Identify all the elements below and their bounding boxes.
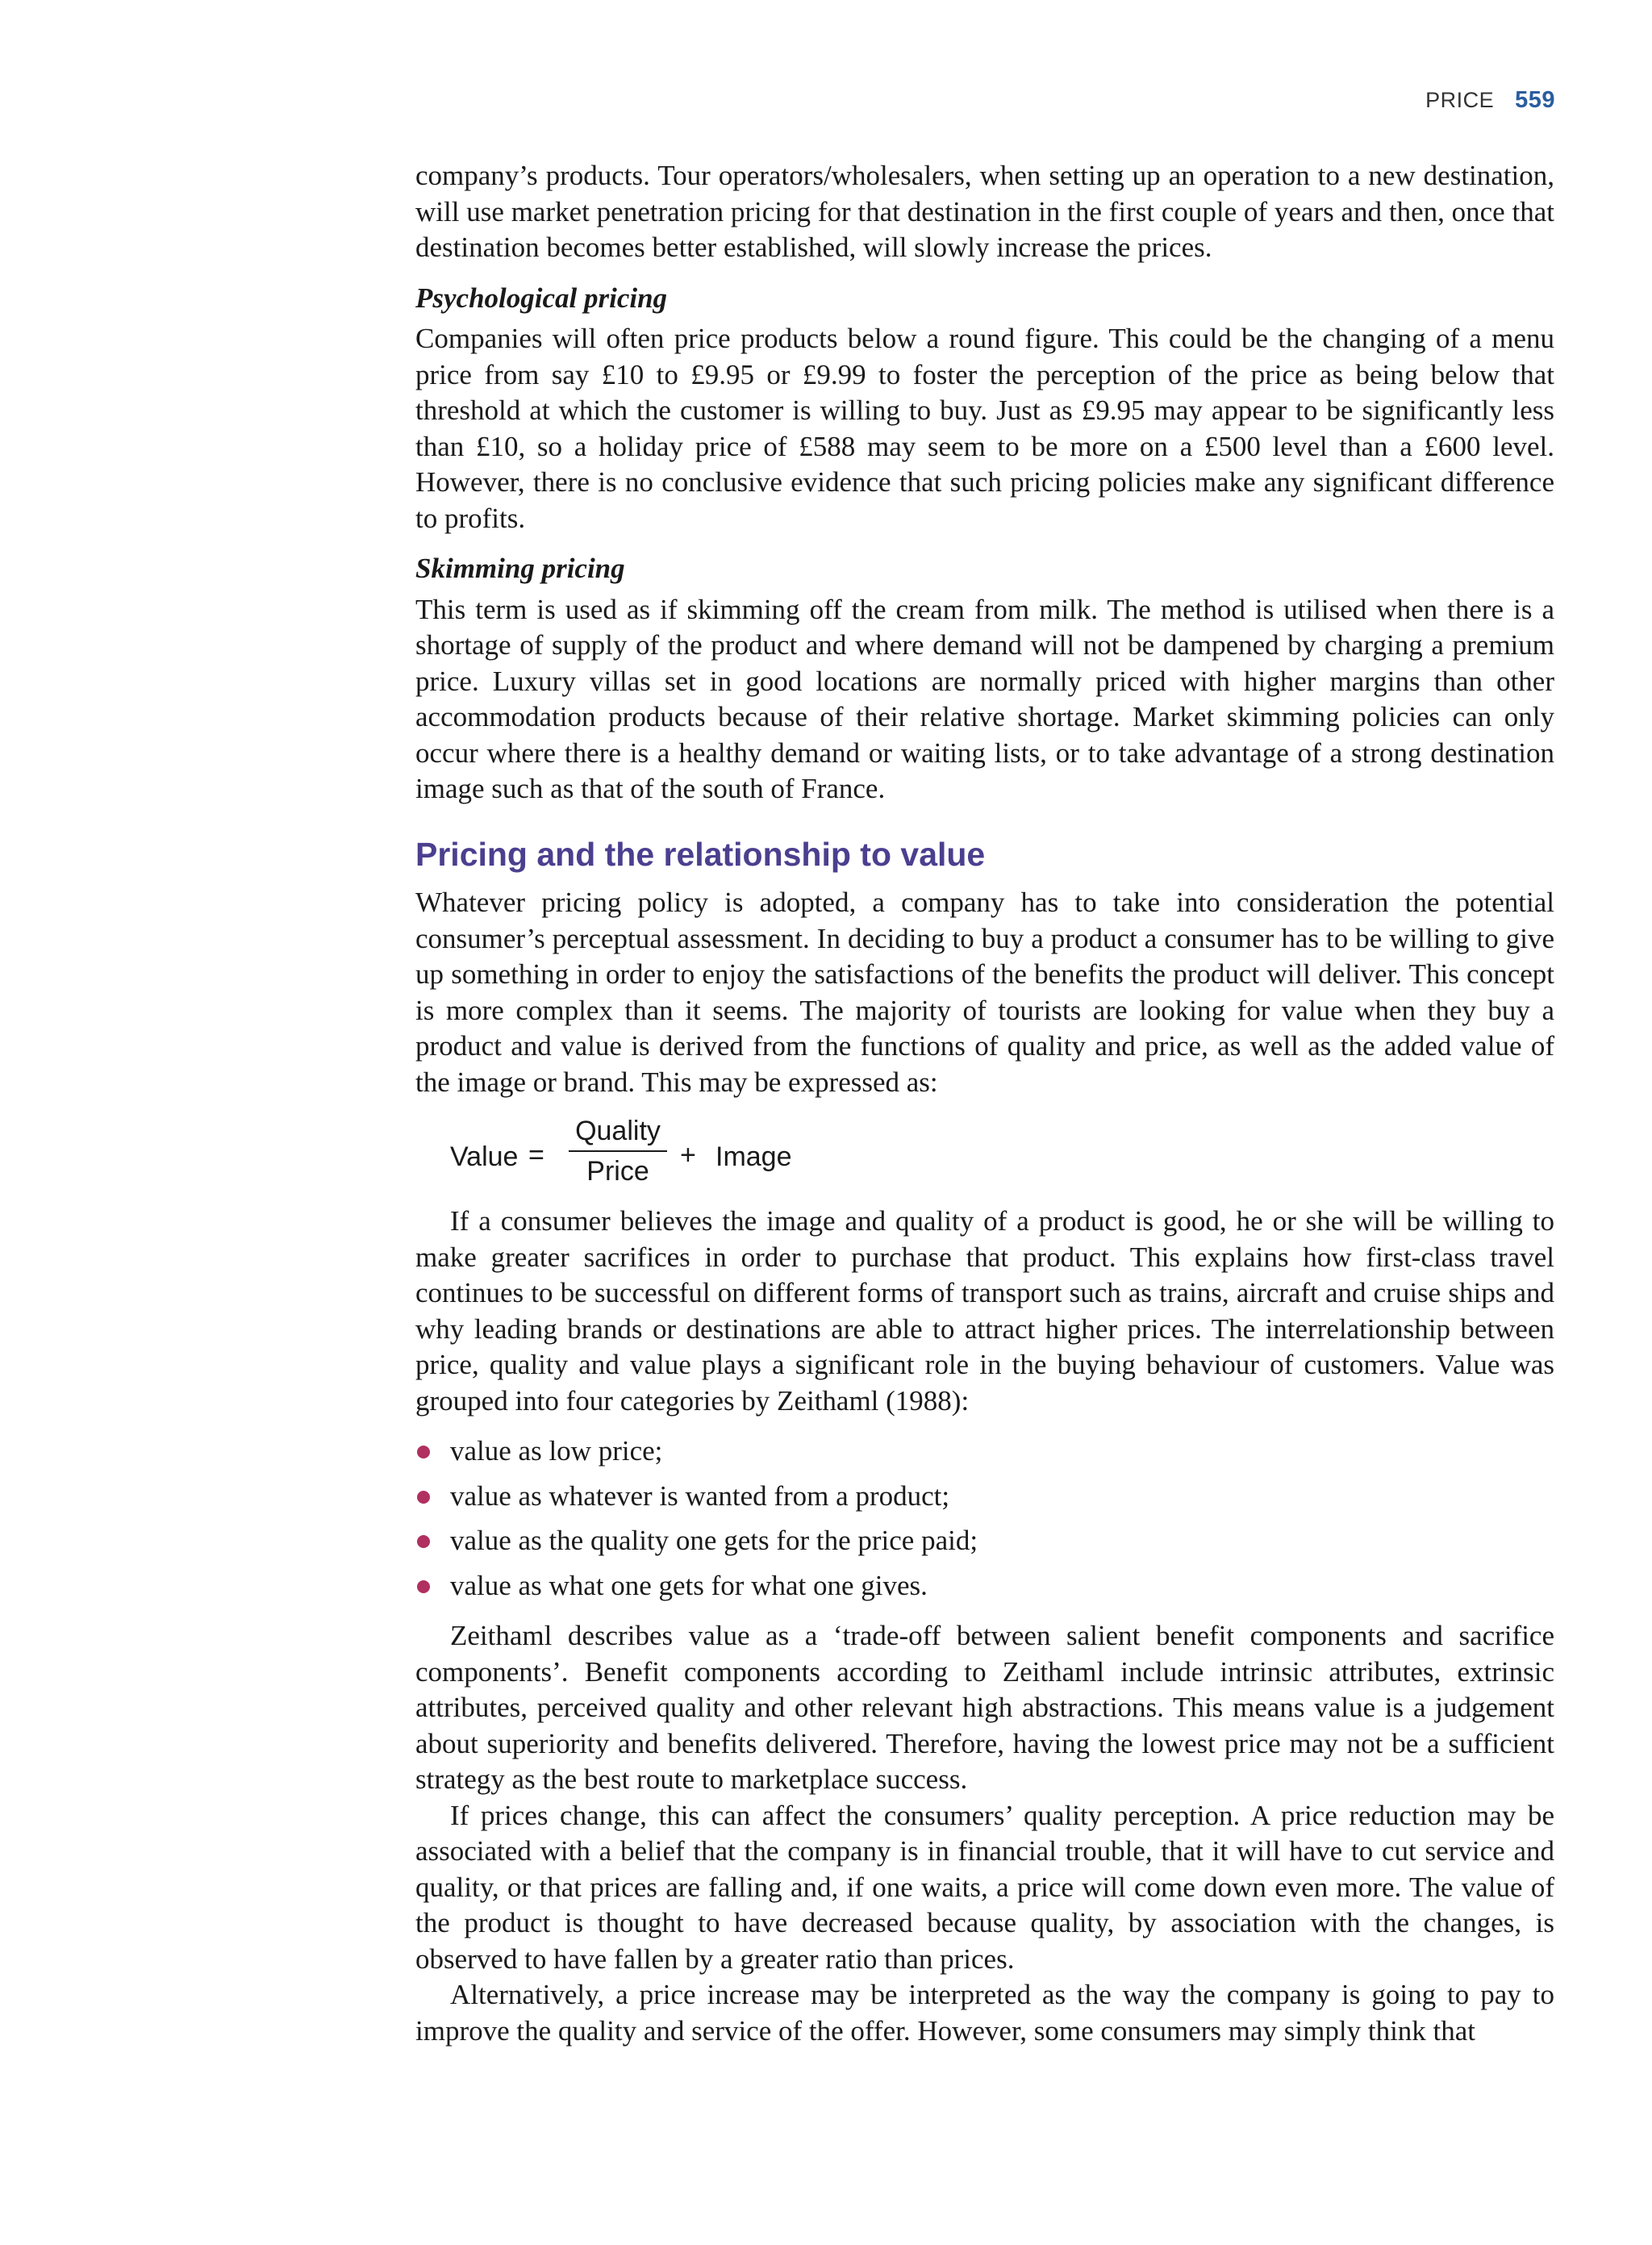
paragraph-alternatively: Alternatively, a price increase may be interpreted as the way the company is going to pay to improve the quality and service of the offer. However, some consumers may simply think that	[415, 1979, 1554, 2047]
list-item: value as what one gets for what one gives.	[415, 1568, 1554, 1604]
bullet-dot-icon	[417, 1580, 430, 1593]
formula-fraction-bar	[569, 1150, 667, 1152]
paragraph-skimming-pricing: This term is used as if skimming off the cream from milk. The method is utilised when there is a shortage of supply of the product and where demand will not be dampened by charging a premium price. Luxury villas set in good locations are normally priced with higher margins than other accommodation products because of their relative shortage. Market skimming policies can only occur where there is a healthy demand or waiting lists, or to take advantage of a strong destination image such as that of the south of France.	[415, 593, 1554, 804]
list-item: value as whatever is wanted from a product;	[415, 1479, 1554, 1515]
page-number: 559	[1515, 87, 1555, 113]
subheading-skimming-pricing: Skimming pricing	[415, 553, 625, 584]
value-formula	[415, 1115, 1554, 1196]
formula-rhs: Image	[715, 1141, 792, 1172]
formula-numerator: Quality	[575, 1116, 661, 1146]
running-head-section: PRICE	[1425, 88, 1495, 112]
formula-fraction	[569, 1115, 667, 1187]
paragraph-zeithaml: Zeithaml describes value as a ‘trade-off between salient benefit components and sacrifice components’. Benefit components according to Zeithaml include intrinsic attributes, extrinsic attributes, perceived quality and other relevant high abstractions. This means value is a judgement about superiority and benefits delivered. Therefore, having the lowest price may not be a sufficient strategy as the best route to marketplace success.	[415, 1620, 1554, 1795]
paragraph-value-intro: Whatever pricing policy is adopted, a company has to take into consideration the potential consumer’s perceptual assessment. In deciding to buy a product a consumer has to be willing to give up something in order to enjoy the satisfactions of the benefits the product will deliver. This concept is more complex than it seems. The majority of tourists are looking for value when they buy a product and value is derived from the functions of quality and price, as well as the added value of the image or brand. This may be expressed as:	[415, 887, 1554, 1098]
subheading-psychological-pricing: Psychological pricing	[415, 282, 668, 314]
section-heading-value: Pricing and the relationship to value	[415, 835, 986, 873]
bullet-dot-icon	[417, 1535, 430, 1548]
formula-denominator: Price	[586, 1156, 649, 1187]
bullet-dot-icon	[417, 1491, 430, 1504]
formula-equals: =	[528, 1140, 544, 1170]
paragraph-after-formula: If a consumer believes the image and quality of a product is good, he or she will be willing to make greater sacrifices in order to purchase that product. This explains how first-class travel continues to be successful on different forms of transport such as trains, aircraft and cruise ships and why leading brands or destinations are able to attract higher prices. The interrelationship between price, quality and value plays a significant role in the buying behaviour of customers. Value was grouped into four categories by Zeithaml (1988):	[415, 1205, 1554, 1417]
running-head	[1425, 87, 1555, 114]
formula-lhs: Value	[450, 1141, 519, 1172]
body-column	[415, 158, 1554, 2049]
paragraph-psychological-pricing: Companies will often price products below a round figure. This could be the changing of a menu price from say £10 to £9.95 or £9.99 to foster the perception of the price as being below that threshold at which the customer is willing to buy. Just as £9.95 may appear to be significantly less than £10, so a holiday price of £588 may seem to be more on a £500 level than a £600 level. However, there is no conclusive evidence that such pricing policies make any significant difference to profits.	[415, 323, 1554, 534]
paragraph-prices-change: If prices change, this can affect the consumers’ quality perception. A price reduction may be associated with a belief that the company is in financial trouble, that it will have to cut service and quality, or that prices are falling and, if one waits, a price will come down even more. The value of the product is thought to have decreased because quality, by association with the changes, is observed to have fallen by a greater ratio than prices.	[415, 1799, 1554, 1975]
paragraph-continuation: company’s products. Tour operators/wholesalers, when setting up an operation to a new destination, will use market penetration pricing for that destination in the first couple of years and then, once that destination becomes better established, will slowly increase the prices.	[415, 160, 1554, 263]
list-item: value as low price;	[415, 1433, 1554, 1470]
list-item: value as the quality one gets for the price paid;	[415, 1523, 1554, 1559]
zeithaml-categories-list	[415, 1433, 1554, 1604]
formula-plus: +	[680, 1140, 696, 1170]
bullet-dot-icon	[417, 1446, 430, 1458]
